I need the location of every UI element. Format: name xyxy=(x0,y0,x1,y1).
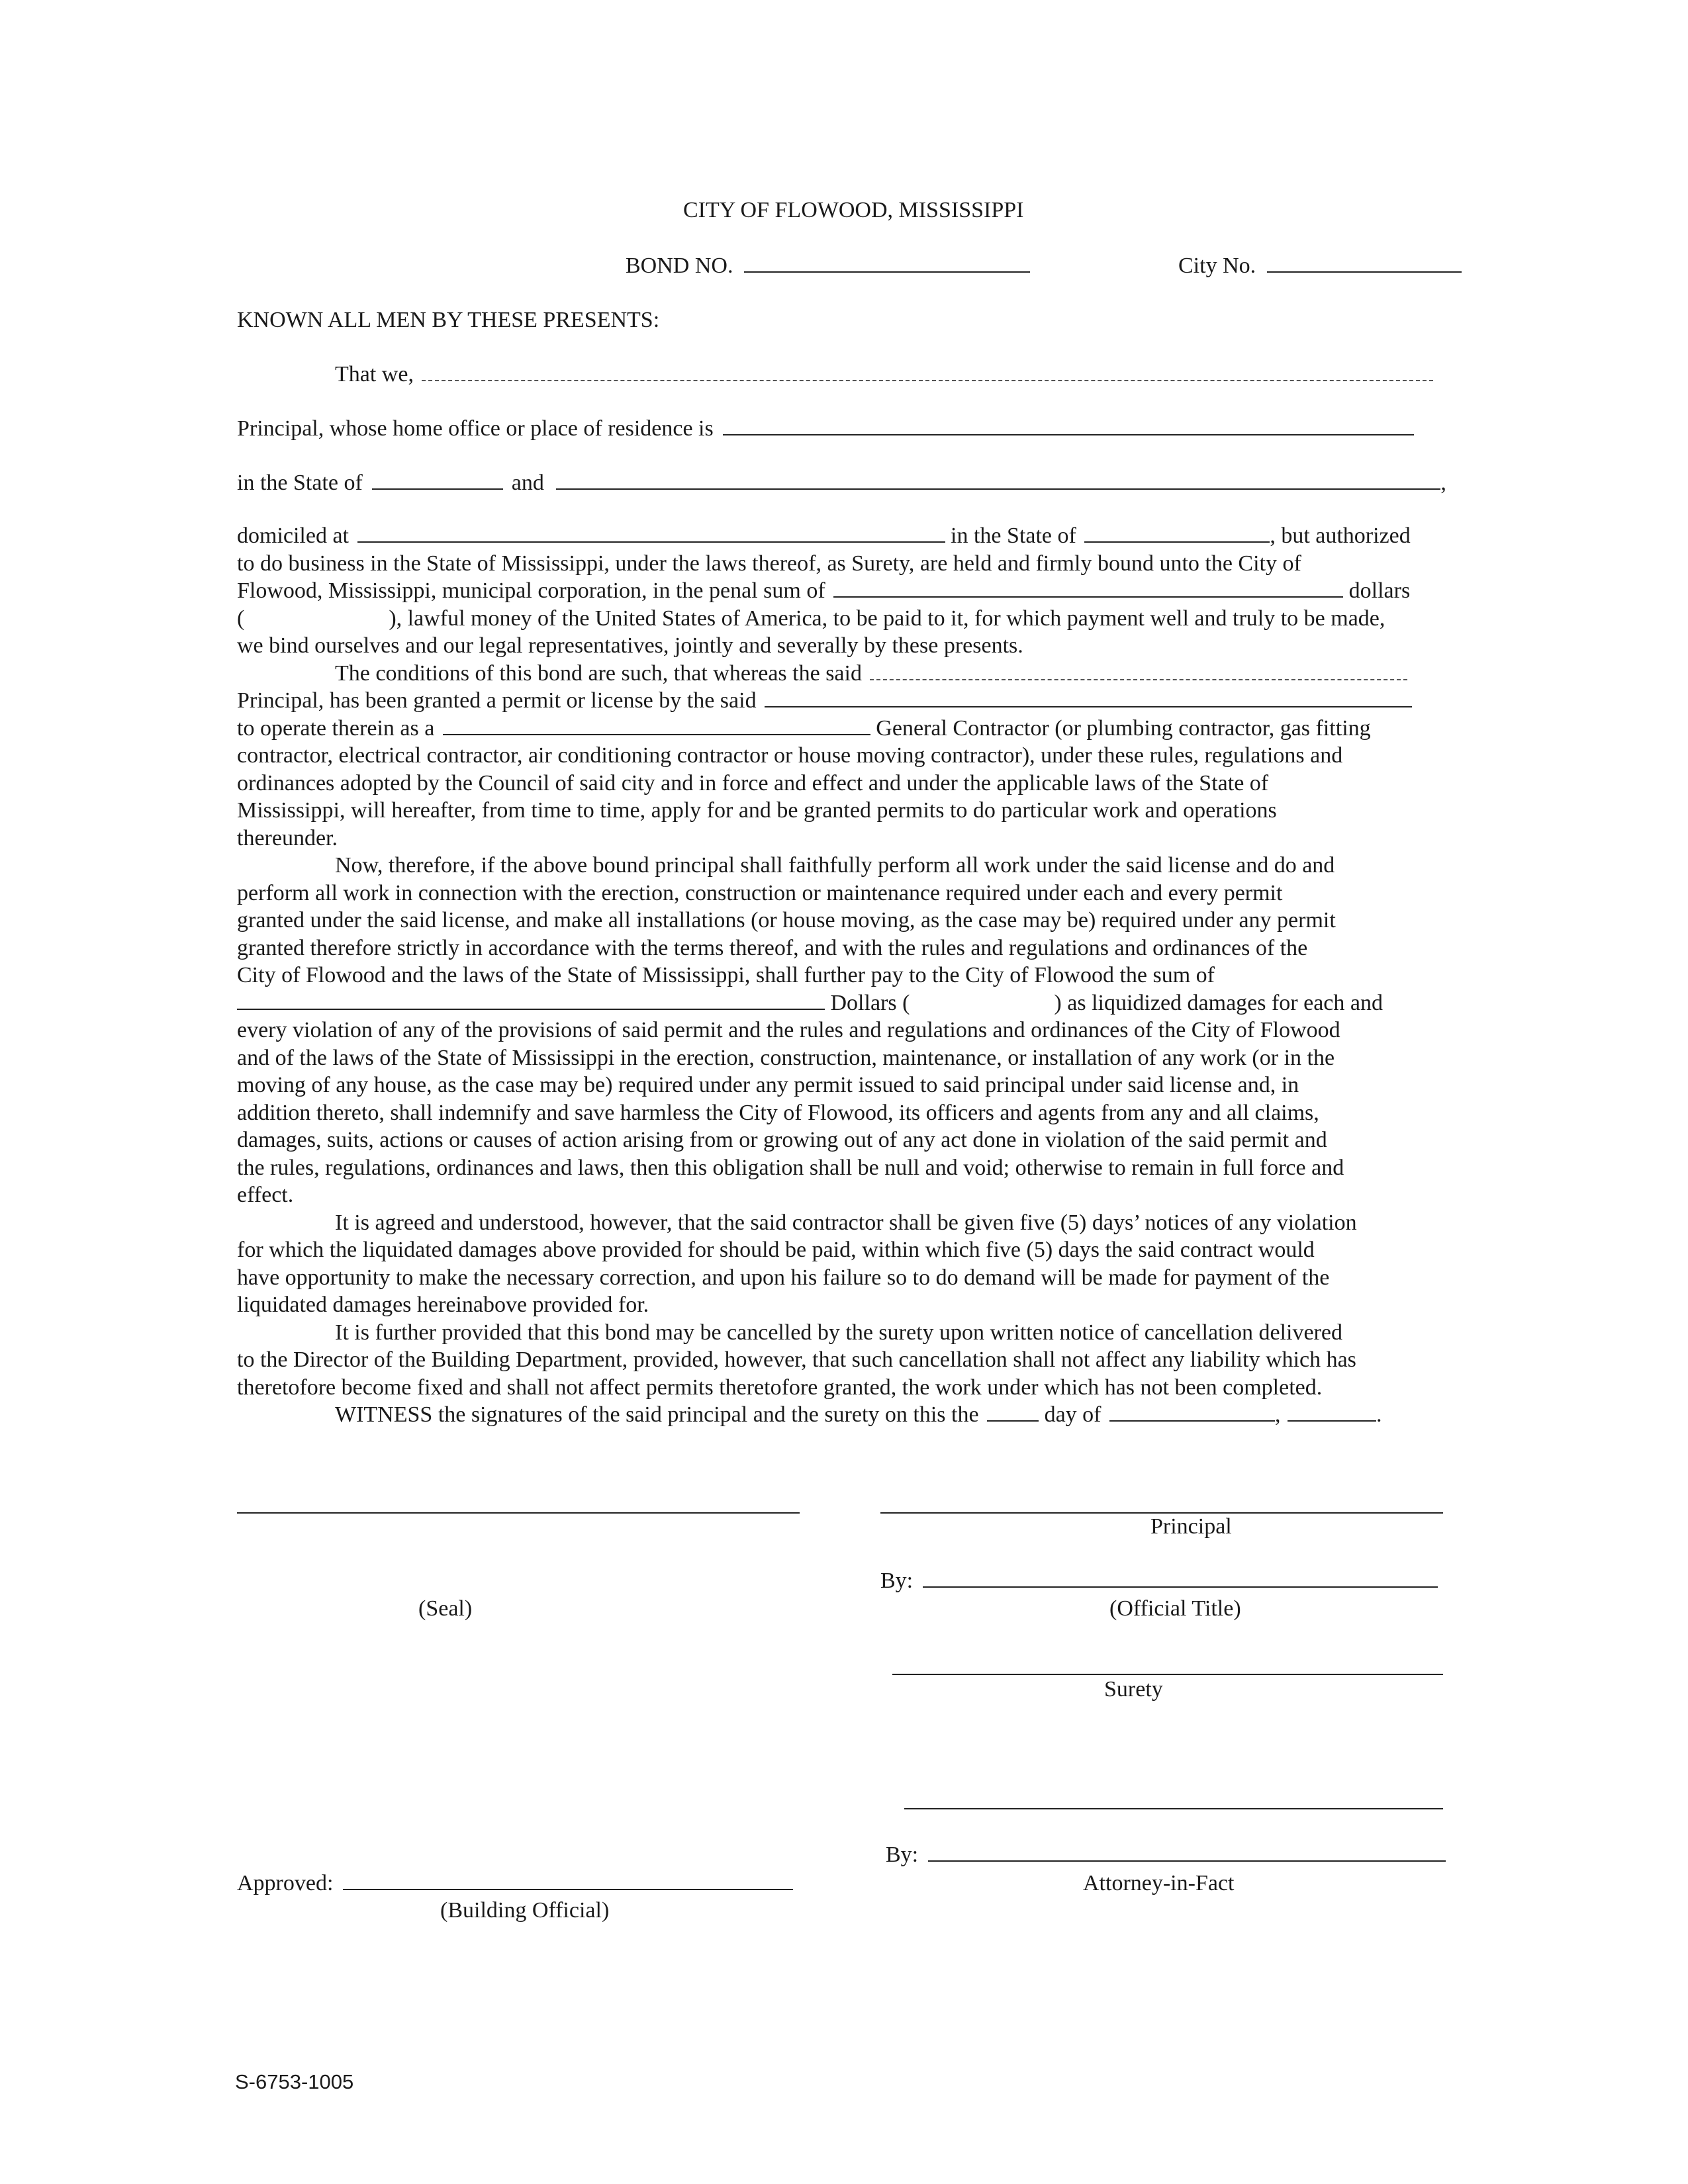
body-line: ordinances adopted by the Council of said city and in force and effect and under the applicable laws of the State of xyxy=(237,770,1269,796)
body-line: every violation of any of the provisions of said permit and the rules and regulations and ordinances of the City of Flowood xyxy=(237,1018,1340,1042)
official-title-caption: (Official Title) xyxy=(1109,1596,1241,1621)
body-line: Dollars ( ) as liquidized damages for each and xyxy=(237,989,1476,1017)
that-we-field[interactable] xyxy=(422,361,1433,381)
surety-state-field[interactable] xyxy=(1084,523,1270,543)
approved-label: Approved: xyxy=(237,1871,334,1895)
principal-home-label: Principal, whose home office or place of residence is xyxy=(237,416,714,441)
body-line: to do business in the State of Mississippi, under the laws thereof, as Surety, are held and firmly bound unto the City of xyxy=(237,551,1301,576)
body-line: Flowood, Mississippi, municipal corporation, in the penal sum of dollars xyxy=(237,578,1411,603)
body-line: to the Director of the Building Department, provided, however, that such cancellation shall not affect any liability which has xyxy=(237,1347,1356,1372)
bond-body xyxy=(237,522,1476,1429)
contractor-type-field[interactable] xyxy=(443,715,870,735)
principal-caption: Principal xyxy=(1150,1514,1232,1539)
bond-no-field[interactable] xyxy=(744,253,1030,273)
body-line: granted therefore strictly in accordance with the terms thereof, and with the rules and regulations and ordinances of the xyxy=(237,935,1308,960)
surety-caption: Surety xyxy=(1104,1677,1163,1702)
body-line: perform all work in connection with the erection, construction or maintenance required under each and every permit xyxy=(237,880,1283,905)
known-all-men: KNOWN ALL MEN BY THESE PRESENTS: xyxy=(237,308,660,332)
body-line: It is further provided that this bond may be cancelled by the surety upon written notice of cancellation delivered xyxy=(335,1320,1342,1345)
that-we-row xyxy=(335,361,1433,388)
body-line: contractor, electrical contractor, air conditioning contractor or house moving contractor), under these rules, regulations and xyxy=(237,743,1343,768)
by-label: By: xyxy=(880,1569,914,1593)
building-official-field[interactable] xyxy=(343,1870,793,1890)
body-line: thereunder. xyxy=(237,825,338,850)
and-label: and xyxy=(511,471,544,495)
by-official-row xyxy=(880,1567,1438,1595)
attorney-top-line[interactable] xyxy=(904,1808,1443,1809)
that-we-label: That we, xyxy=(335,362,414,387)
witness-year-field[interactable] xyxy=(1288,1402,1376,1422)
body-line: for which the liquidated damages above provided for should be paid, within which five (5) days the said contract would xyxy=(237,1238,1315,1262)
building-official-caption: (Building Official) xyxy=(440,1898,610,1923)
damages-sum-field[interactable] xyxy=(237,990,825,1010)
body-line: ( ), lawful money of the United States of America, to be paid to it, for which payment well and truly to be made, xyxy=(237,606,1385,631)
attorney-caption: Attorney-in-Fact xyxy=(1083,1871,1235,1895)
body-line: to operate therein as a General Contractor (or plumbing contractor, gas fitting xyxy=(237,715,1371,741)
body-line: have opportunity to make the necessary correction, and upon his failure so to do demand will be made for payment of the xyxy=(237,1265,1330,1290)
body-line: damages, suits, actions or causes of action arising from or growing out of any act done in violation of the said permit and xyxy=(237,1128,1327,1152)
body-line: The conditions of this bond are such, that whereas the said xyxy=(237,660,1476,688)
state-row xyxy=(237,469,1446,497)
domiciled-field[interactable] xyxy=(357,523,945,543)
surety-signature-line[interactable] xyxy=(892,1674,1443,1675)
body-line: granted under the said license, and make all installations (or house moving, as the case may be) required under any permit xyxy=(237,908,1336,933)
city-no-field[interactable] xyxy=(1267,253,1462,273)
conditions-principal-field[interactable] xyxy=(870,660,1407,680)
principal-home-row xyxy=(237,415,1414,443)
body-line: we bind ourselves and our legal representatives, jointly and severally by these presents. xyxy=(237,633,1023,658)
body-line: domiciled at in the State of , but authorized xyxy=(237,523,1411,548)
body-line: moving of any house, as the case may be) required under any permit issued to said principal under said license and, in xyxy=(237,1073,1299,1097)
body-line: Now, therefore, if the above bound principal shall faithfully perform all work under the said license and do and xyxy=(335,853,1335,878)
comma-mark: , xyxy=(1440,471,1446,495)
body-line: Principal, has been granted a permit or license by the said xyxy=(237,687,1476,715)
permit-issuer-field[interactable] xyxy=(765,688,1412,707)
body-line: theretofore become fixed and shall not affect permits theretofore granted, the work under which has not been completed. xyxy=(237,1375,1323,1400)
body-line: City of Flowood and the laws of the State of Mississippi, shall further pay to the City of Flowood the sum of xyxy=(237,963,1215,987)
state-label: in the State of xyxy=(237,471,363,495)
page-title: CITY OF FLOWOOD, MISSISSIPPI xyxy=(683,198,1024,222)
city-no-label: City No. xyxy=(1178,253,1256,278)
witness-day-field[interactable] xyxy=(987,1402,1039,1422)
official-title-field[interactable] xyxy=(923,1568,1438,1588)
bond-no-label: BOND NO. xyxy=(626,253,733,278)
principal-home-field[interactable] xyxy=(723,416,1414,435)
body-line: effect. xyxy=(237,1183,294,1207)
body-line: It is agreed and understood, however, that the said contractor shall be given five (5) days’ notices of any violation xyxy=(335,1210,1357,1235)
body-line: the rules, regulations, ordinances and laws, then this obligation shall be null and void; otherwise to remain in full force and xyxy=(237,1155,1344,1180)
seal-signature-line[interactable] xyxy=(237,1512,800,1514)
approved-row xyxy=(237,1870,793,1897)
penal-sum-field[interactable] xyxy=(833,578,1343,598)
by-attorney-row xyxy=(886,1841,1446,1869)
surety-name-field[interactable] xyxy=(556,470,1440,490)
body-line: Mississippi, will hereafter, from time to time, apply for and be granted permits to do particular work and operations xyxy=(237,798,1277,823)
body-line: addition thereto, shall indemnify and save harmless the City of Flowood, its officers and agents from any and all claims, xyxy=(237,1100,1319,1125)
form-code: S-6753-1005 xyxy=(235,2070,354,2093)
bond-no-row xyxy=(626,252,1030,280)
witness-month-field[interactable] xyxy=(1109,1402,1275,1422)
attorney-field[interactable] xyxy=(928,1842,1446,1862)
body-line: and of the laws of the State of Mississippi in the erection, construction, maintenance, or installation of any work (or in the xyxy=(237,1045,1335,1070)
city-no-row xyxy=(1178,252,1462,280)
state-field[interactable] xyxy=(372,470,503,490)
by-label: By: xyxy=(886,1843,919,1867)
seal-caption: (Seal) xyxy=(418,1596,473,1621)
body-line: WITNESS the signatures of the said principal and the surety on this the day of , . xyxy=(335,1402,1382,1427)
body-line: liquidated damages hereinabove provided for. xyxy=(237,1293,649,1317)
